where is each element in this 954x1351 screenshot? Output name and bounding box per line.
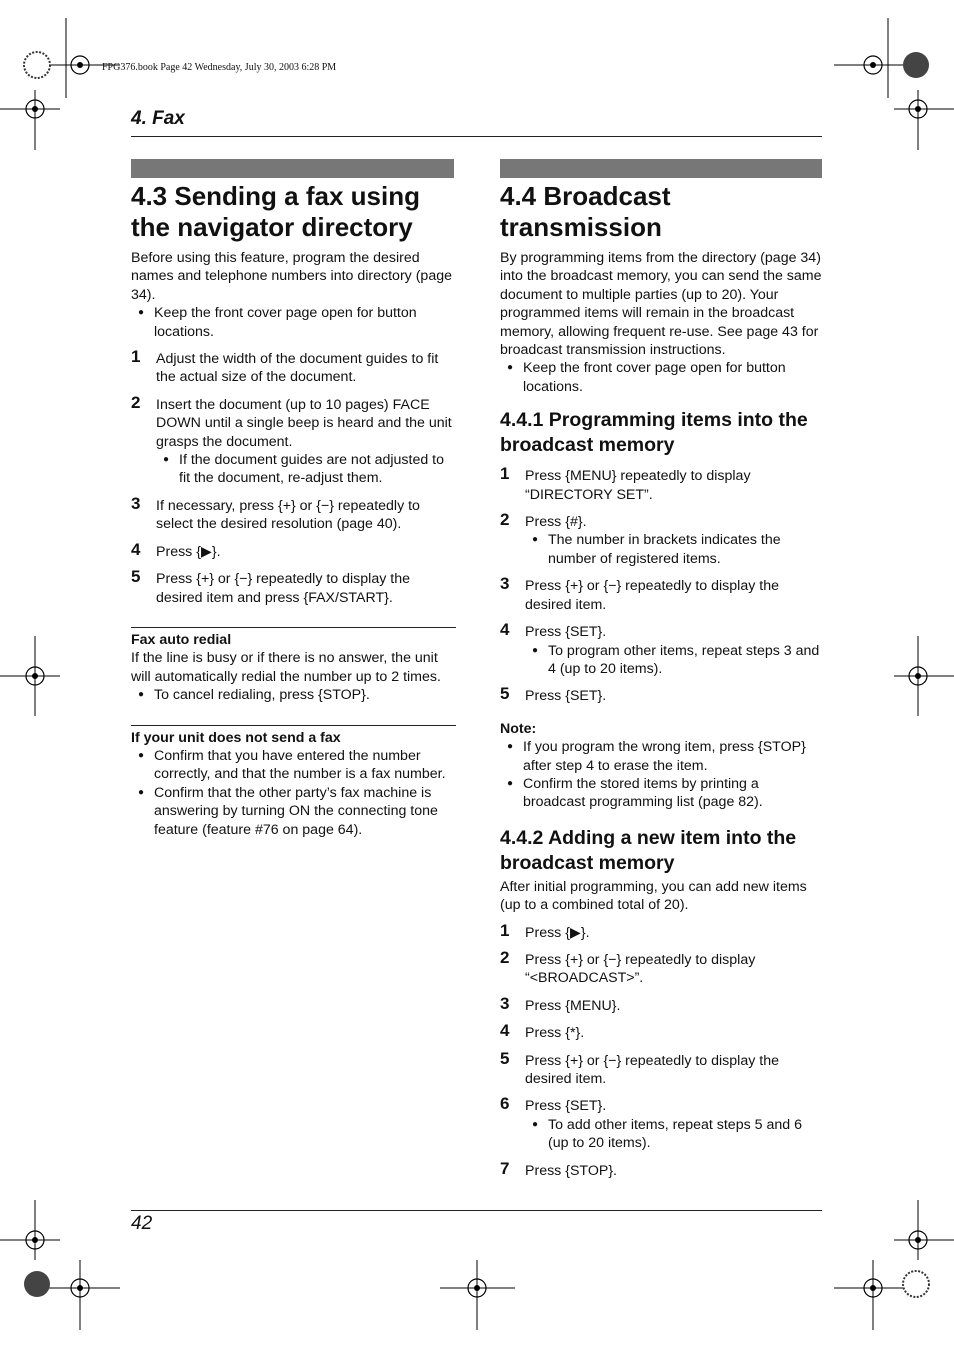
note-label: Note:	[500, 720, 537, 737]
step	[131, 347, 456, 387]
intro-bullet: ● Keep the front cover page open for button locations.	[500, 359, 822, 396]
section-title: 4.4 Broadcast transmission	[500, 181, 671, 242]
step	[500, 684, 822, 705]
step	[131, 539, 456, 561]
step	[500, 1021, 822, 1042]
step-sub-bullet: ● To program other items, repeat steps 3 and 4 (up to 20 items).	[525, 642, 822, 679]
not-send-bullet: ● Confirm that you have entered the number correctly, and that the number is a fax number.	[131, 747, 456, 784]
step-number: 5	[131, 567, 141, 587]
note-bullet: ● Confirm the stored items by printing a broadcast programming list (page 82).	[500, 775, 822, 812]
footer-rule	[131, 1210, 822, 1211]
step-text: Press {+} or {−} repeatedly to display the desired item.	[525, 578, 779, 613]
subsection-title: 4.4.2 Adding a new item into the broadcast memory	[500, 826, 797, 874]
step-text: Press {STOP}.	[525, 1162, 617, 1179]
step	[500, 1094, 822, 1152]
subsection-intro: After initial programming, you can add new items (up to a combined total of 20).	[500, 878, 807, 914]
intro-bullet: ● Keep the front cover page open for button locations.	[131, 304, 456, 341]
step-number: 3	[500, 993, 510, 1013]
redial-text: If the line is busy or if there is no answer, the unit will automatically redial the number up to 2 times.	[131, 650, 441, 685]
not-send-bullet: ● Confirm that the other party’s fax machine is answering by turning ON the connecting tone feature (feature #76 on page 64).	[131, 784, 456, 839]
step-number: 2	[131, 392, 141, 412]
step-number: 4	[131, 539, 141, 559]
step-text: Press {MENU} repeatedly to display “DIRECTORY SET”.	[525, 468, 751, 503]
step-number: 4	[500, 1021, 510, 1041]
step-text: Press {▶}.	[525, 924, 590, 941]
step-number: 1	[500, 464, 510, 484]
note-bullet: ● If you program the wrong item, press {STOP} after step 4 to erase the item.	[500, 738, 822, 775]
header-rule	[131, 136, 822, 137]
step	[500, 510, 822, 568]
step-number: 2	[500, 510, 510, 530]
left-title-bar	[131, 159, 454, 178]
step	[500, 947, 822, 988]
step	[500, 920, 822, 942]
step	[500, 464, 822, 504]
step-text: Press {*}.	[525, 1025, 585, 1042]
step-text: Press {SET}.	[525, 1098, 607, 1115]
step-sub-bullet: ● To add other items, repeat steps 5 and 6 (up to 20 items).	[525, 1116, 822, 1153]
step-text: Insert the document (up to 10 pages) FACE DOWN until a single beep is heard and the unit grasps the document.	[156, 396, 452, 450]
left-column	[131, 181, 456, 839]
intro-text: By programming items from the directory (page 34) into the broadcast memory, you can send the same document to multiple parties (up to 20). Your programmed items will remain in the broadcast memory, allowing frequent re-use. See page 43 for broadcast transmission instructions.	[500, 250, 822, 359]
step-text: Press {+} or {−} repeatedly to display the desired item.	[525, 1052, 779, 1087]
step	[500, 993, 822, 1015]
step-number: 7	[500, 1158, 510, 1178]
step	[500, 574, 822, 614]
step-text: Press {#}.	[525, 514, 587, 531]
step-text: Press {MENU}.	[525, 997, 621, 1014]
step-number: 5	[500, 684, 510, 704]
step-number: 5	[500, 1048, 510, 1068]
right-title-bar	[500, 159, 822, 178]
step	[500, 1158, 822, 1180]
step	[131, 567, 456, 607]
step-text: Press {SET}.	[525, 688, 607, 705]
print-info: FPG376.book Page 42 Wednesday, July 30, 2003 6:28 PM	[102, 62, 337, 73]
step-number: 3	[500, 574, 510, 594]
subsection-title: 4.4.1 Programming items into the broadcast memory	[500, 409, 808, 457]
fax-auto-redial-heading: Fax auto redial	[131, 627, 456, 649]
step	[500, 620, 822, 678]
page-number: 42	[131, 1213, 153, 1234]
step-text: Press {+} or {−} repeatedly to display “<BROADCAST>”.	[525, 951, 756, 987]
step-text: If necessary, press {+} or {−} repeatedly to select the desired resolution (page 40).	[156, 497, 420, 533]
step-number: 6	[500, 1094, 510, 1114]
not-send-heading: If your unit does not send a fax	[131, 725, 456, 747]
step-sub-bullet: ● If the document guides are not adjusted to fit the document, re-adjust them.	[156, 451, 456, 488]
step-number: 1	[500, 920, 510, 940]
step-text: Press {SET}.	[525, 624, 607, 641]
step-text: Press {+} or {−} repeatedly to display the desired item and press {FAX/START}.	[156, 571, 410, 606]
intro-text: Before using this feature, program the desired names and telephone numbers into directory (page 34).	[131, 250, 452, 303]
section-title: 4.3 Sending a fax using the navigator directory	[131, 181, 420, 242]
step	[131, 392, 456, 488]
section-tag: 4. Fax	[131, 108, 185, 129]
step-text: Press {▶}.	[156, 543, 221, 560]
step-number: 4	[500, 620, 510, 640]
right-column	[500, 181, 822, 1180]
step-text: Adjust the width of the document guides to fit the actual size of the document.	[156, 351, 439, 386]
step-number: 2	[500, 947, 510, 967]
step-number: 3	[131, 493, 141, 513]
step	[131, 493, 456, 534]
redial-bullet: ● To cancel redialing, press {STOP}.	[131, 686, 456, 704]
step	[500, 1048, 822, 1089]
step-number: 1	[131, 347, 141, 367]
step-sub-bullet: ● The number in brackets indicates the number of registered items.	[525, 531, 822, 568]
